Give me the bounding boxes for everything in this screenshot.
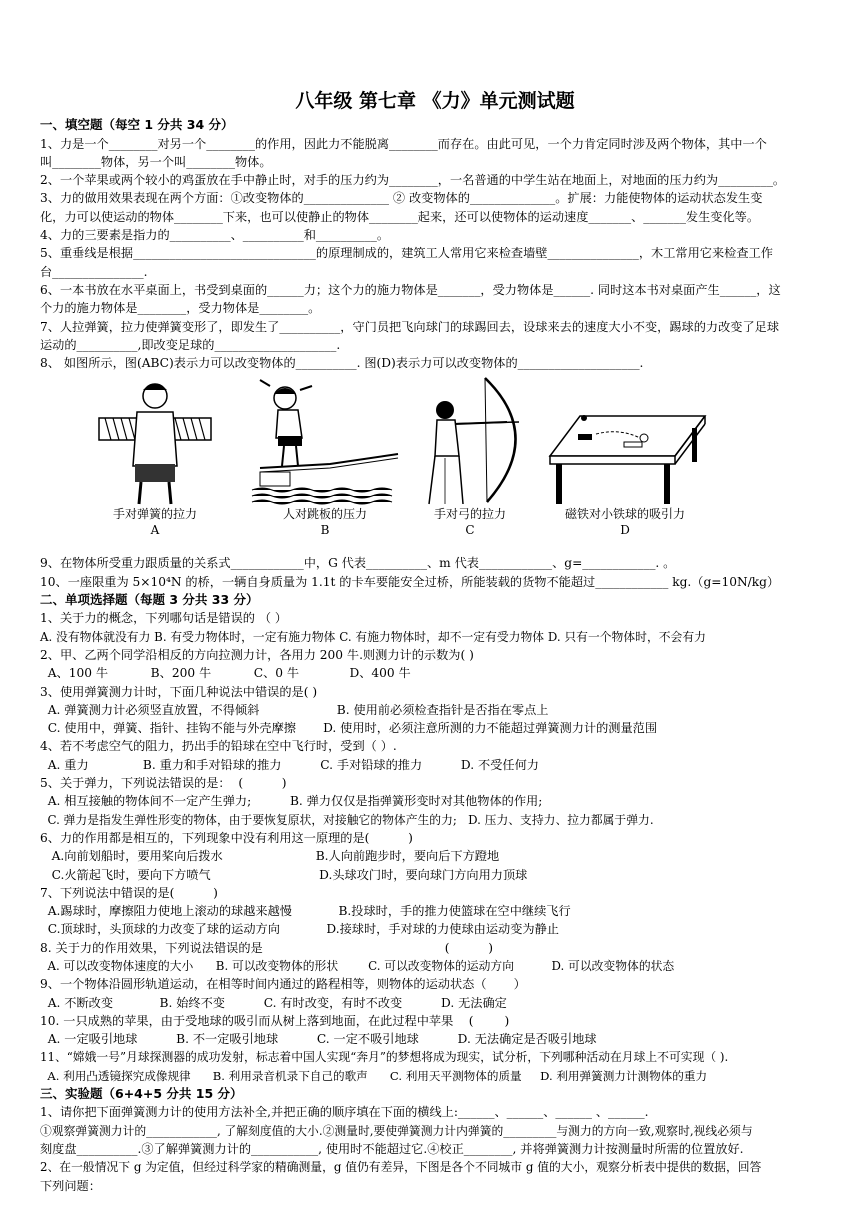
question-line: 1、请你把下面弹簧测力计的使用方法补全,并把正确的顺序填在下面的横线上:______、______、______ 、______. <box>40 1105 649 1120</box>
question-line: A. 弹簧测力计必须竖直放置，不得倾斜 B. 使用前必须检查指针是否指在零点上 <box>40 702 549 717</box>
archer-bow-icon <box>415 376 525 506</box>
question-line: 10、一座限重为 5×10⁴N 的桥，一辆自身质量为 1.1t 的卡车要能安全过桥，所能装载的货物不能超过____________ kg.（g=10N/kg） <box>40 574 780 589</box>
question-line: 6、一本书放在水平桌面上，书受到桌面的______力；这个力的施力物体是_______，受力物体是______. 同时这本书对桌面产生______，这 <box>40 282 781 297</box>
question-line: 6、力的作用都是相互的，下列现象中没有利用这一原理的是( ) <box>40 830 413 845</box>
question-line: 2、甲、乙两个同学沿相反的方向拉测力计，各用力 200 牛.则测力计的示数为( ) <box>40 647 474 662</box>
question-line: A. 一定吸引地球 B. 不一定吸引地球 C. 一定不吸引地球 D. 无法确定是否吸引地球 <box>40 1032 597 1047</box>
question-line: 个力的施力物体是________，受力物体是________。 <box>40 301 321 316</box>
section-heading-multiple-choice: 二、单项选择题（每题 3 分共 33 分） <box>40 592 259 608</box>
question-line: 4、若不考虑空气的阻力，扔出手的铅球在空中飞行时，受到（ ）. <box>40 739 397 754</box>
question-line: 5、关于弹力，下列说法错误的是： ( ) <box>40 776 287 791</box>
figure-d <box>535 376 715 538</box>
question-line: C. 弹力是指发生弹性形变的物体，由于要恢复原状，对接触它的物体产生的力; D. 压力、支持力、拉力都属于弹力. <box>40 812 654 827</box>
question-line: 化，力可以使运动的物体________下来，也可以使静止的物体________起来，还可以使物体的运动速度_______、_______发生变化等。 <box>40 209 760 224</box>
question-line: A.踢球时，摩擦阻力使地上滚动的球越来越慢 B.投球时，手的推力使篮球在空中继续飞行 <box>40 904 571 919</box>
question-line: 下列问题： <box>40 1178 101 1193</box>
figure-letter: D <box>620 523 630 538</box>
question-line: 8. 关于力的作用效果，下列说法错误的是 ( ) <box>40 940 494 955</box>
question-line: 叫________物体，另一个叫________物体。 <box>40 154 272 169</box>
question-line: 8、 如图所示，图(ABC)表示力可以改变物体的__________. 图(D)表示力可以改变物体的____________________. <box>40 356 644 371</box>
question-line: A. 利用凸透镜探究成像规律 B. 利用录音机录下自己的歌声 C. 利用天平测物体的质量 D. 利用弹簧测力计测物体的重力 <box>40 1068 708 1083</box>
question-line: 3、力的做用效果表现在两个方面：①改变物体的______________ ② 改变物体的______________。扩展：力能使物体的运动状态发生变 <box>40 191 763 206</box>
question-line: 11、“嫦娥一号”月球探测器的成功发射，标志着中国人实现“奔月”的梦想将成为现实，试分析，下列哪种活动在月球上不可实现（ ). <box>40 1050 729 1065</box>
question-line: A. 相互接触的物体间不一定产生弹力; B. 弹力仅仅是指弹簧形变时对其他物体的作用; <box>40 794 543 809</box>
question-line: A.向前划船时，要用桨向后拨水 B.人向前跑步时，要向后下方蹬地 <box>40 849 500 864</box>
question-line: 7、人拉弹簧，拉力使弹簧变形了，即发生了__________，守门员把飞向球门的球踢回去，设球来去的速度大小不变，踢球的力改变了足球 <box>40 319 780 334</box>
question-line: 9、一个物体沿圆形轨道运动，在相等时间内通过的路程相等，则物体的运动状态（ ） <box>40 977 526 992</box>
question-line: A. 没有物体就没有力 B. 有受力物体时，一定有施力物体 C. 有施力物体时，却不一定有受力物体 D. 只有一个物体时，不会有力 <box>40 629 706 644</box>
worksheet-page <box>40 92 830 1195</box>
question-line: 10. 一只成熟的苹果，由于受地球的吸引而从树上落到地面，在此过程中苹果 ( ) <box>40 1013 510 1028</box>
question-line: 台_______________. <box>40 264 148 279</box>
question-line: 1、力是一个________对另一个________的作用，因此力不能脱离________而存在。由此可见，一个力肯定同时涉及两个物体，其中一个 <box>40 136 767 151</box>
diving-board-icon <box>250 376 400 506</box>
figure-caption: 磁铁对小铁球的吸引力 <box>564 507 685 522</box>
figure-caption: 手对弹簧的拉力 <box>112 507 197 522</box>
question-line: C. 使用中，弹簧、指针、挂钩不能与外壳摩擦 D. 使用时，必须注意所测的力不能超过弹簧测力计的测量范围 <box>40 721 658 736</box>
figure-letter: C <box>465 523 475 538</box>
figure-letter: A <box>150 523 160 538</box>
section-heading-fill-in: 一、填空题（每空 1 分共 34 分） <box>40 117 234 133</box>
question-line: 运动的__________,即改变足球的____________________. <box>40 337 341 352</box>
question-line: C.火箭起飞时，要向下方喷气 D.头球攻门时，要向球门方向用力顶球 <box>40 867 528 882</box>
question-line: 2、在一般情况下 g 为定值，但经过科学家的精确测量，g 值仍有差异，下图是各个不同城市 g 值的大小，观察分析表中提供的数据，回答 <box>40 1160 762 1175</box>
question-line: 7、下列说法中错误的是( ) <box>40 885 218 900</box>
question-line: 9、在物体所受重力跟质量的关系式____________中，G 代表__________、m 代表____________、g=____________. 。 <box>40 556 676 571</box>
section-heading-experiment: 三、实验题（6+4+5 分共 15 分） <box>40 1086 243 1102</box>
question-line: 3、使用弹簧测力计时，下面几种说法中错误的是( ) <box>40 684 318 699</box>
figure-caption: 手对弓的拉力 <box>433 507 506 522</box>
magnet-ball-table-icon <box>540 376 710 506</box>
figure-letter: B <box>320 523 330 538</box>
page-title: 八年级 第七章 《力》单元测试题 <box>295 90 575 112</box>
figure-a <box>90 376 220 538</box>
section-experiment-questions <box>40 1103 830 1194</box>
figure-caption: 人对跳板的压力 <box>282 507 367 522</box>
question-line: 1、关于力的概念，下列哪句话是错误的 （ ） <box>40 611 288 626</box>
section-fill-in-questions-continued <box>40 554 830 591</box>
question-line: A. 重力 B. 重力和手对铅球的推力 C. 手对铅球的推力 D. 不受任何力 <box>40 757 539 772</box>
spring-stretch-icon <box>95 376 215 506</box>
question-line: 5、重垂线是根据______________________________的原理制成的，建筑工人常用它来检查墙壁_______________，木工常用它来检查工作 <box>40 246 773 261</box>
question-line: 刻度盘__________.③了解弹簧测力计的___________, 使用时不能超过它.④校正________, 并将弹簧测力计按测量时所需的位置放好. <box>40 1141 744 1156</box>
figure-b <box>250 376 400 538</box>
question-line: A. 不断改变 B. 始终不变 C. 有时改变，有时不改变 D. 无法确定 <box>40 995 507 1010</box>
question-line: A、100 牛 B、200 牛 C、0 牛 D、400 牛 <box>40 666 411 681</box>
question-line: 4、力的三要素是指力的__________、__________和__________。 <box>40 228 390 243</box>
question-line: A. 可以改变物体速度的大小 B. 可以改变物体的形状 C. 可以改变物体的运动方向 D. 可以改变物体的状态 <box>40 958 675 973</box>
question-line: ①观察弹簧测力计的____________, 了解刻度值的大小.②测量时,要使弹簧测力计内弹簧的_________与测力的方向一致,观察时,视线必须与 <box>40 1123 753 1138</box>
section-multiple-choice-questions <box>40 609 830 1085</box>
figure-c <box>410 376 530 538</box>
question-line: 2、一个苹果或两个较小的鸡蛋放在手中静止时，对手的压力约为________，一名普通的中学生站在地面上，对地面的压力约为_________。 <box>40 173 786 188</box>
question-line: C.顶球时，头顶球的力改变了球的运动方向 D.接球时，手对球的力使球由运动变为静止 <box>40 922 559 937</box>
figure-row <box>40 376 830 552</box>
section-fill-in-questions <box>40 135 830 373</box>
